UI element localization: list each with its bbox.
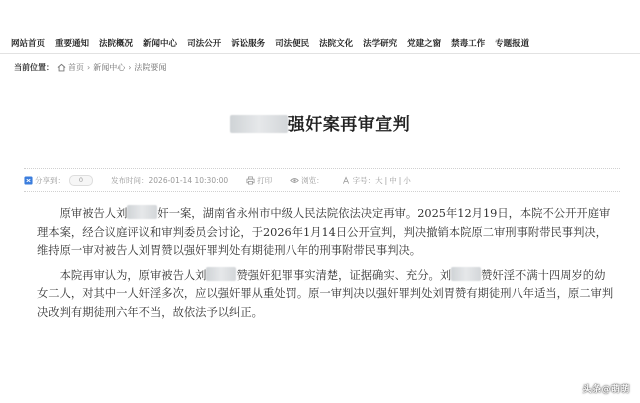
publish-time-section — [111, 175, 228, 186]
views-section — [290, 175, 324, 186]
publish-time: 2026-01-14 10:30:00 — [148, 175, 229, 185]
font-size-large[interactable]: 大 — [375, 175, 383, 185]
watermark: 头条@萌萌 — [582, 385, 630, 395]
nav-anti-drug[interactable]: 禁毒工作 — [451, 38, 486, 49]
para2-text-c: 赞奸淫不满十四周岁的幼女二人，对其中一人奸淫多次，应以强奸罪从重处罚。原一审判决以强奸罪判处刘胃赞有期徒刑八年适当，原二审判决改判有期徒刑六年不当，故依法予以纠正。 — [37, 268, 614, 319]
article-title-row — [0, 110, 640, 135]
article-meta-bar — [24, 168, 620, 192]
share-section — [24, 175, 93, 186]
breadcrumb-separator: › — [128, 62, 132, 72]
share-count: 0 — [69, 175, 93, 186]
para2-text-b: 赞强奸犯罪事实清楚，证据确实、充分。刘 — [236, 268, 452, 282]
nav-party-building[interactable]: 党建之窗 — [407, 38, 442, 49]
redacted-name-blur — [451, 267, 481, 281]
nav-litigation-service[interactable]: 诉讼服务 — [231, 38, 266, 49]
breadcrumb-home[interactable]: 首页 — [68, 62, 84, 72]
font-size-separator: | — [398, 175, 402, 185]
article-paragraph-2 — [37, 267, 614, 323]
share-icon[interactable] — [24, 176, 33, 185]
article-body — [37, 205, 614, 329]
breadcrumb-label: 当前位置： — [14, 62, 54, 72]
font-size-medium[interactable]: 中 — [389, 175, 397, 185]
text-size-icon — [342, 176, 351, 185]
nav-notices[interactable]: 重要通知 — [55, 38, 90, 49]
publish-time-label: 发布时间： — [111, 175, 149, 185]
article-title: 强奸案再审宣判 — [287, 115, 411, 135]
eye-icon — [290, 176, 299, 185]
breadcrumb — [14, 60, 166, 74]
para1-text-a: 原审被告人刘 — [59, 207, 128, 220]
nav-court-culture[interactable]: 法院文化 — [319, 38, 354, 49]
breadcrumb-court-news[interactable]: 法院要闻 — [134, 62, 167, 72]
top-navigation — [0, 32, 640, 54]
breadcrumb-news-center[interactable]: 新闻中心 — [93, 62, 126, 72]
font-size-separator: | — [384, 175, 388, 185]
font-size-section — [342, 175, 411, 186]
print-section[interactable] — [246, 175, 272, 186]
share-label: 分享到： — [35, 175, 65, 185]
views-label: 浏览： — [301, 175, 324, 185]
nav-judicial-openness[interactable]: 司法公开 — [187, 38, 222, 49]
printer-icon — [246, 176, 255, 185]
breadcrumb-separator: › — [87, 62, 91, 72]
home-icon — [57, 63, 66, 72]
nav-special-reports[interactable]: 专题报道 — [495, 38, 530, 49]
redacted-name-blur — [230, 115, 288, 133]
font-size-label: 字号： — [352, 175, 376, 185]
print-button[interactable]: 打印 — [257, 175, 273, 185]
nav-court-overview[interactable]: 法院概况 — [99, 38, 134, 49]
nav-legal-research[interactable]: 法学研究 — [363, 38, 398, 49]
nav-convenience[interactable]: 司法便民 — [275, 38, 310, 49]
para1-text-b: 奸一案，湖南省永州市中级人民法院依法决定再审。2025年12月19日，本院不公开开庭审理本案，经合议庭评议和审判委员会讨论，于2026年1月14日公开宣判，判决撤销本院原二审刑事附带民事判决，维持原一审对被告人刘胃赞以强奸罪判处有期徒刑八年的刑事附带民事判决。 — [37, 207, 611, 258]
nav-home[interactable]: 网站首页 — [11, 38, 46, 49]
font-size-small[interactable]: 小 — [403, 175, 411, 185]
para2-text-a: 本院再审认为，原审被告人刘 — [59, 268, 207, 282]
redacted-name-blur — [206, 267, 236, 281]
article-paragraph-1 — [37, 205, 614, 261]
redacted-name-blur — [127, 205, 157, 219]
nav-news-center[interactable]: 新闻中心 — [143, 38, 178, 49]
